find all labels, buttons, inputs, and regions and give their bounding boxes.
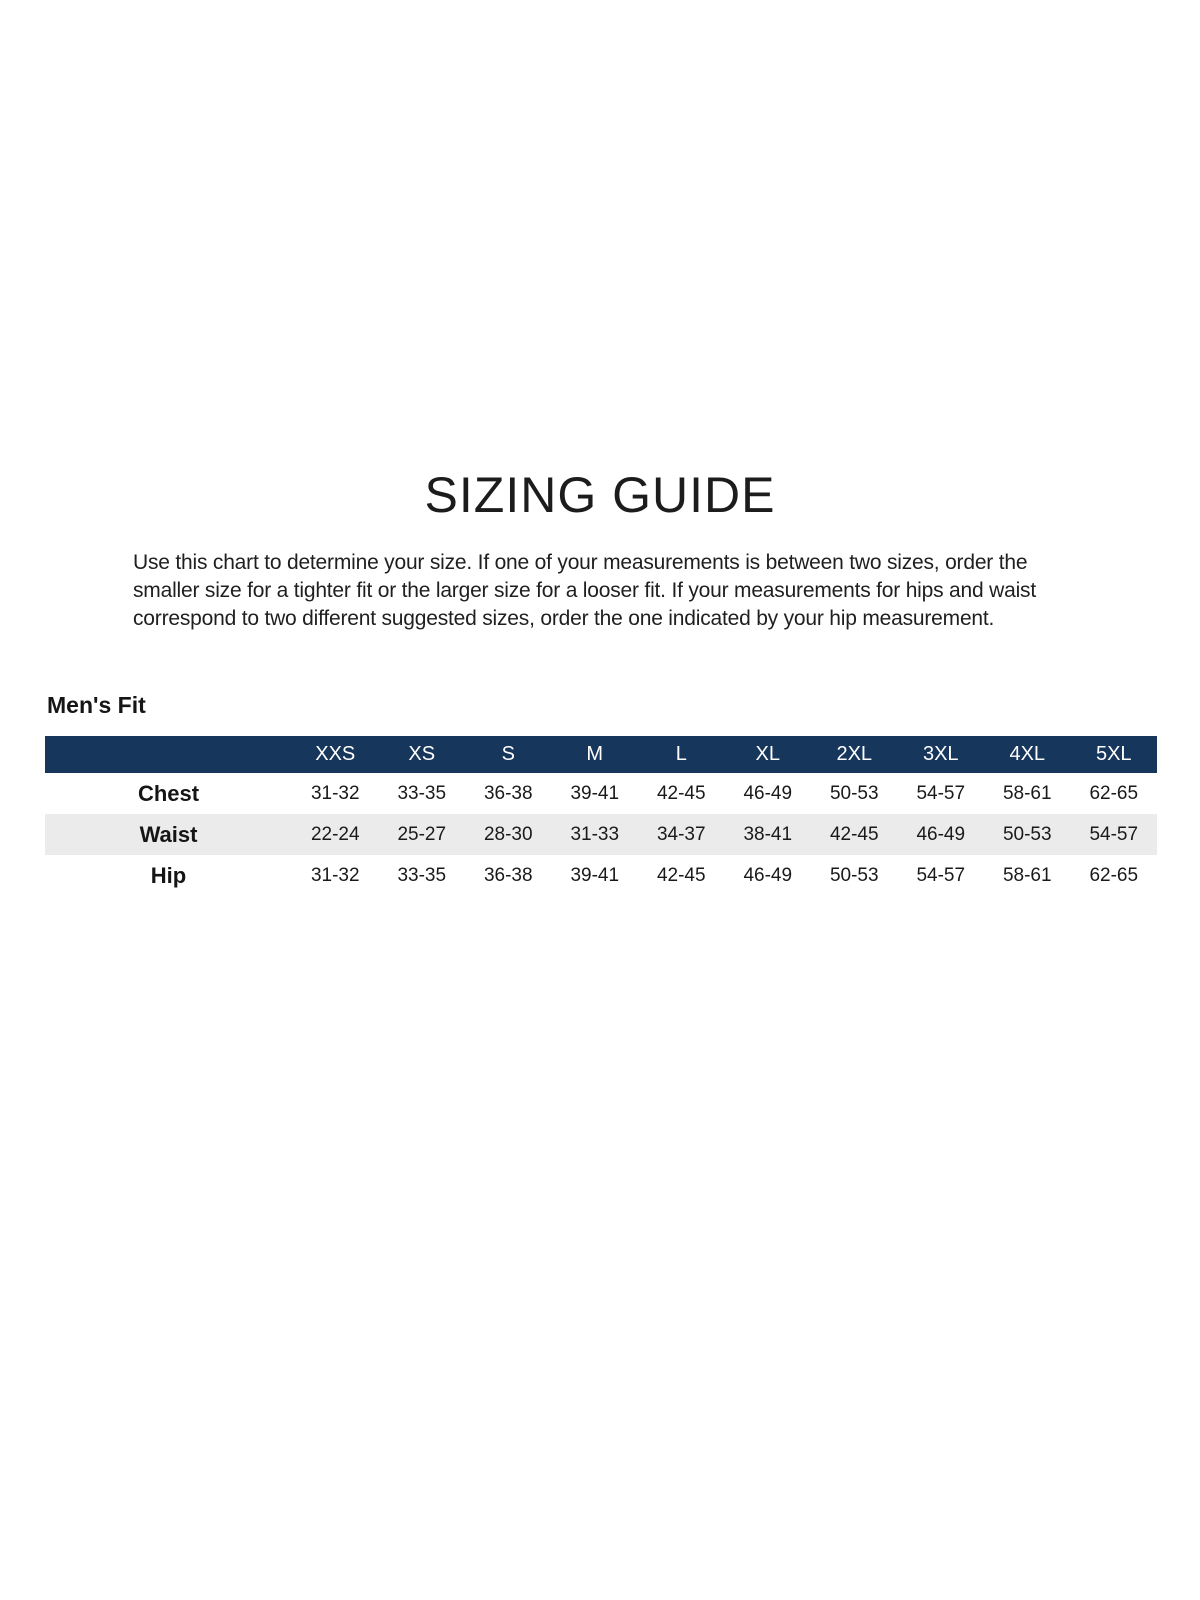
size-value-cell: 25-27: [397, 823, 447, 845]
size-value-cell: 62-65: [1089, 864, 1139, 886]
size-value-cell: 62-65: [1089, 782, 1139, 804]
row-label: Chest: [137, 780, 200, 806]
size-value-cell: 39-41: [570, 864, 620, 886]
size-value-cell: 36-38: [483, 782, 533, 804]
size-column-header: S: [501, 743, 515, 765]
size-column-header: 5XL: [1095, 743, 1132, 765]
table-row: [45, 773, 1157, 814]
size-value-cell: 42-45: [656, 864, 706, 886]
size-value-cell: 38-41: [743, 823, 793, 845]
size-value-cell: 33-35: [397, 864, 447, 886]
row-label: Waist: [139, 821, 198, 847]
size-column-header: XL: [755, 743, 780, 765]
size-value-cell: 28-30: [483, 823, 533, 845]
size-value-cell: 31-32: [310, 864, 360, 886]
size-column-header: L: [675, 743, 687, 765]
size-value-cell: 50-53: [829, 782, 879, 804]
size-value-cell: 42-45: [656, 782, 706, 804]
size-value-cell: 54-57: [916, 782, 966, 804]
size-value-cell: 46-49: [743, 782, 793, 804]
size-value-cell: 42-45: [829, 823, 879, 845]
size-column-header: XXS: [315, 743, 356, 765]
row-label: Hip: [150, 862, 187, 888]
table-row: [45, 814, 1157, 855]
size-value-cell: 34-37: [656, 823, 706, 845]
size-table-header-row: [45, 736, 1157, 773]
size-value-cell: 50-53: [829, 864, 879, 886]
size-value-cell: 33-35: [397, 782, 447, 804]
size-value-cell: 58-61: [1002, 864, 1052, 886]
size-column-header: 4XL: [1009, 743, 1046, 765]
table-row: [45, 855, 1157, 896]
size-table: [45, 736, 1157, 896]
size-value-cell: 46-49: [743, 864, 793, 886]
size-value-cell: 50-53: [1002, 823, 1052, 845]
page-title: SIZING GUIDE: [424, 467, 776, 523]
size-column-header: 2XL: [836, 743, 873, 765]
size-table-body: [45, 773, 1157, 896]
size-value-cell: 36-38: [483, 864, 533, 886]
size-value-cell: 39-41: [570, 782, 620, 804]
size-column-header: M: [586, 743, 604, 765]
size-value-cell: 54-57: [916, 864, 966, 886]
size-value-cell: 31-32: [310, 782, 360, 804]
size-column-header: XS: [408, 743, 436, 765]
size-value-cell: 31-33: [570, 823, 620, 845]
intro-text: Use this chart to determine your size. If one of your measurements is between two sizes, order the smaller size for a tighter fit or the larger size for a looser fit. If your measurements for hips and waist correspond to two different suggested sizes, order the one indicated by your hip measurement.: [133, 551, 1036, 630]
size-value-cell: 46-49: [916, 823, 966, 845]
size-value-cell: 58-61: [1002, 782, 1052, 804]
section-label-mens-fit: Men's Fit: [47, 692, 146, 718]
size-column-header: 3XL: [922, 743, 959, 765]
size-value-cell: 54-57: [1089, 823, 1139, 845]
size-value-cell: 22-24: [310, 823, 360, 845]
